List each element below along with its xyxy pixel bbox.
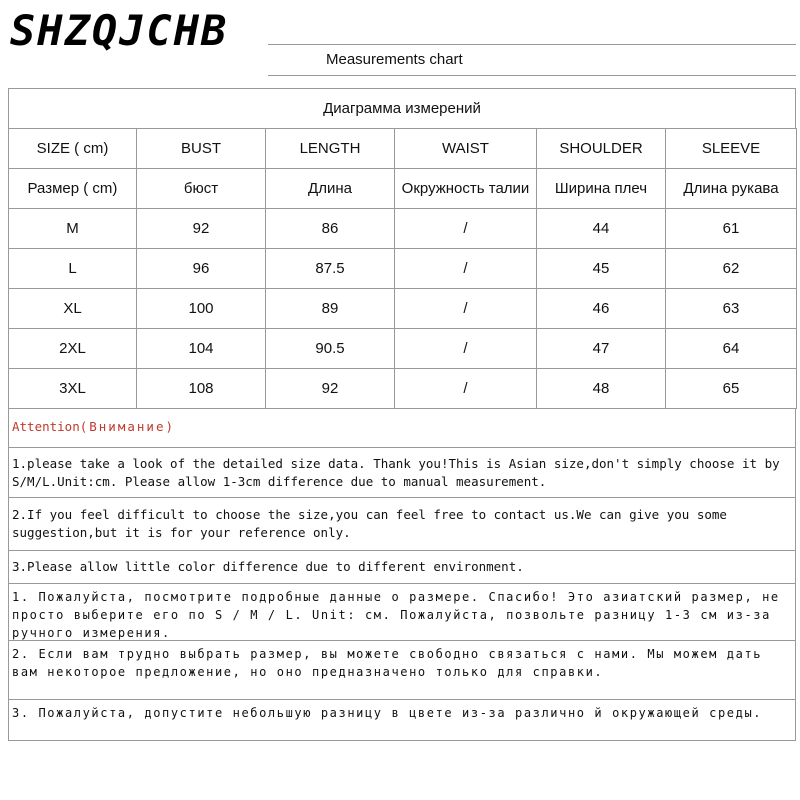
attention-en: Attention	[12, 419, 80, 434]
sleeve-cell: 63	[666, 289, 797, 329]
shoulder-cell: 45	[537, 249, 666, 289]
notes-section	[8, 408, 796, 741]
table-row	[9, 289, 797, 329]
waist-cell: /	[395, 209, 537, 249]
header-cell: бюст	[137, 169, 266, 209]
shoulder-cell: 46	[537, 289, 666, 329]
note-ru-2: 2. Если вам трудно выбрать размер, вы можете свободно связаться с нами. Мы можем дать вам некоторое предложение, но оно предназначено только для справки.	[9, 641, 795, 700]
shoulder-cell: 48	[537, 369, 666, 409]
header-cell: BUST	[137, 129, 266, 169]
note-en-3: 3.Please allow little color difference due to different environment.	[9, 551, 795, 584]
waist-cell: /	[395, 369, 537, 409]
header-row-ru	[9, 169, 797, 209]
sleeve-cell: 61	[666, 209, 797, 249]
waist-cell: /	[395, 249, 537, 289]
size-cell: 3XL	[9, 369, 137, 409]
waist-cell: /	[395, 329, 537, 369]
size-cell: M	[9, 209, 137, 249]
table-row	[9, 369, 797, 409]
size-cell: 2XL	[9, 329, 137, 369]
header-cell: Длина	[266, 169, 395, 209]
header-cell: Размер ( cm)	[9, 169, 137, 209]
length-cell: 86	[266, 209, 395, 249]
header-cell: LENGTH	[266, 129, 395, 169]
chart-title-row	[268, 44, 796, 76]
table-row	[9, 249, 797, 289]
header-row-en	[9, 129, 797, 169]
header-cell: Ширина плеч	[537, 169, 666, 209]
table-row	[9, 329, 797, 369]
chart-title: Measurements chart	[326, 51, 463, 68]
shoulder-cell: 44	[537, 209, 666, 249]
header-cell: SIZE ( cm)	[9, 129, 137, 169]
header-cell: Окружность талии	[395, 169, 537, 209]
bust-cell: 100	[137, 289, 266, 329]
length-cell: 87.5	[266, 249, 395, 289]
size-cell: XL	[9, 289, 137, 329]
note-ru-1: 1. Пожалуйста, посмотрите подробные данные о размере. Спасибо! Это азиатский размер, не просто выберите его по S / M / L. Unit: см. Пожалуйста, позвольте разницу 1-3 см из-за ручного измерения.	[9, 584, 795, 641]
header-cell: SHOULDER	[537, 129, 666, 169]
length-cell: 89	[266, 289, 395, 329]
sleeve-cell: 62	[666, 249, 797, 289]
attention-ru: (Внимание)	[79, 419, 175, 434]
shoulder-cell: 47	[537, 329, 666, 369]
note-ru-3: 3. Пожалуйста, допустите небольшую разницу в цвете из-за различно й окружающей среды.	[9, 700, 795, 741]
header-cell: SLEEVE	[666, 129, 797, 169]
bust-cell: 108	[137, 369, 266, 409]
bust-cell: 92	[137, 209, 266, 249]
size-cell: L	[9, 249, 137, 289]
waist-cell: /	[395, 289, 537, 329]
length-cell: 92	[266, 369, 395, 409]
attention-heading	[9, 408, 795, 448]
table-row	[9, 209, 797, 249]
size-table	[8, 128, 797, 409]
bust-cell: 104	[137, 329, 266, 369]
header-cell: Длина рукава	[666, 169, 797, 209]
note-en-1: 1.please take a look of the detailed size data. Thank you!This is Asian size,don't simply choose it by S/M/L.Unit:cm. Please allow 1-3cm difference due to manual measurement.	[9, 448, 795, 498]
bust-cell: 96	[137, 249, 266, 289]
brand-logo: SHZQJCHB	[10, 6, 229, 55]
chart-title-ru: Диаграмма измерений	[8, 88, 796, 129]
sleeve-cell: 65	[666, 369, 797, 409]
header-cell: WAIST	[395, 129, 537, 169]
note-en-2: 2.If you feel difficult to choose the size,you can feel free to contact us.We can give you some suggestion,but it is for your reference only.	[9, 498, 795, 551]
sleeve-cell: 64	[666, 329, 797, 369]
length-cell: 90.5	[266, 329, 395, 369]
